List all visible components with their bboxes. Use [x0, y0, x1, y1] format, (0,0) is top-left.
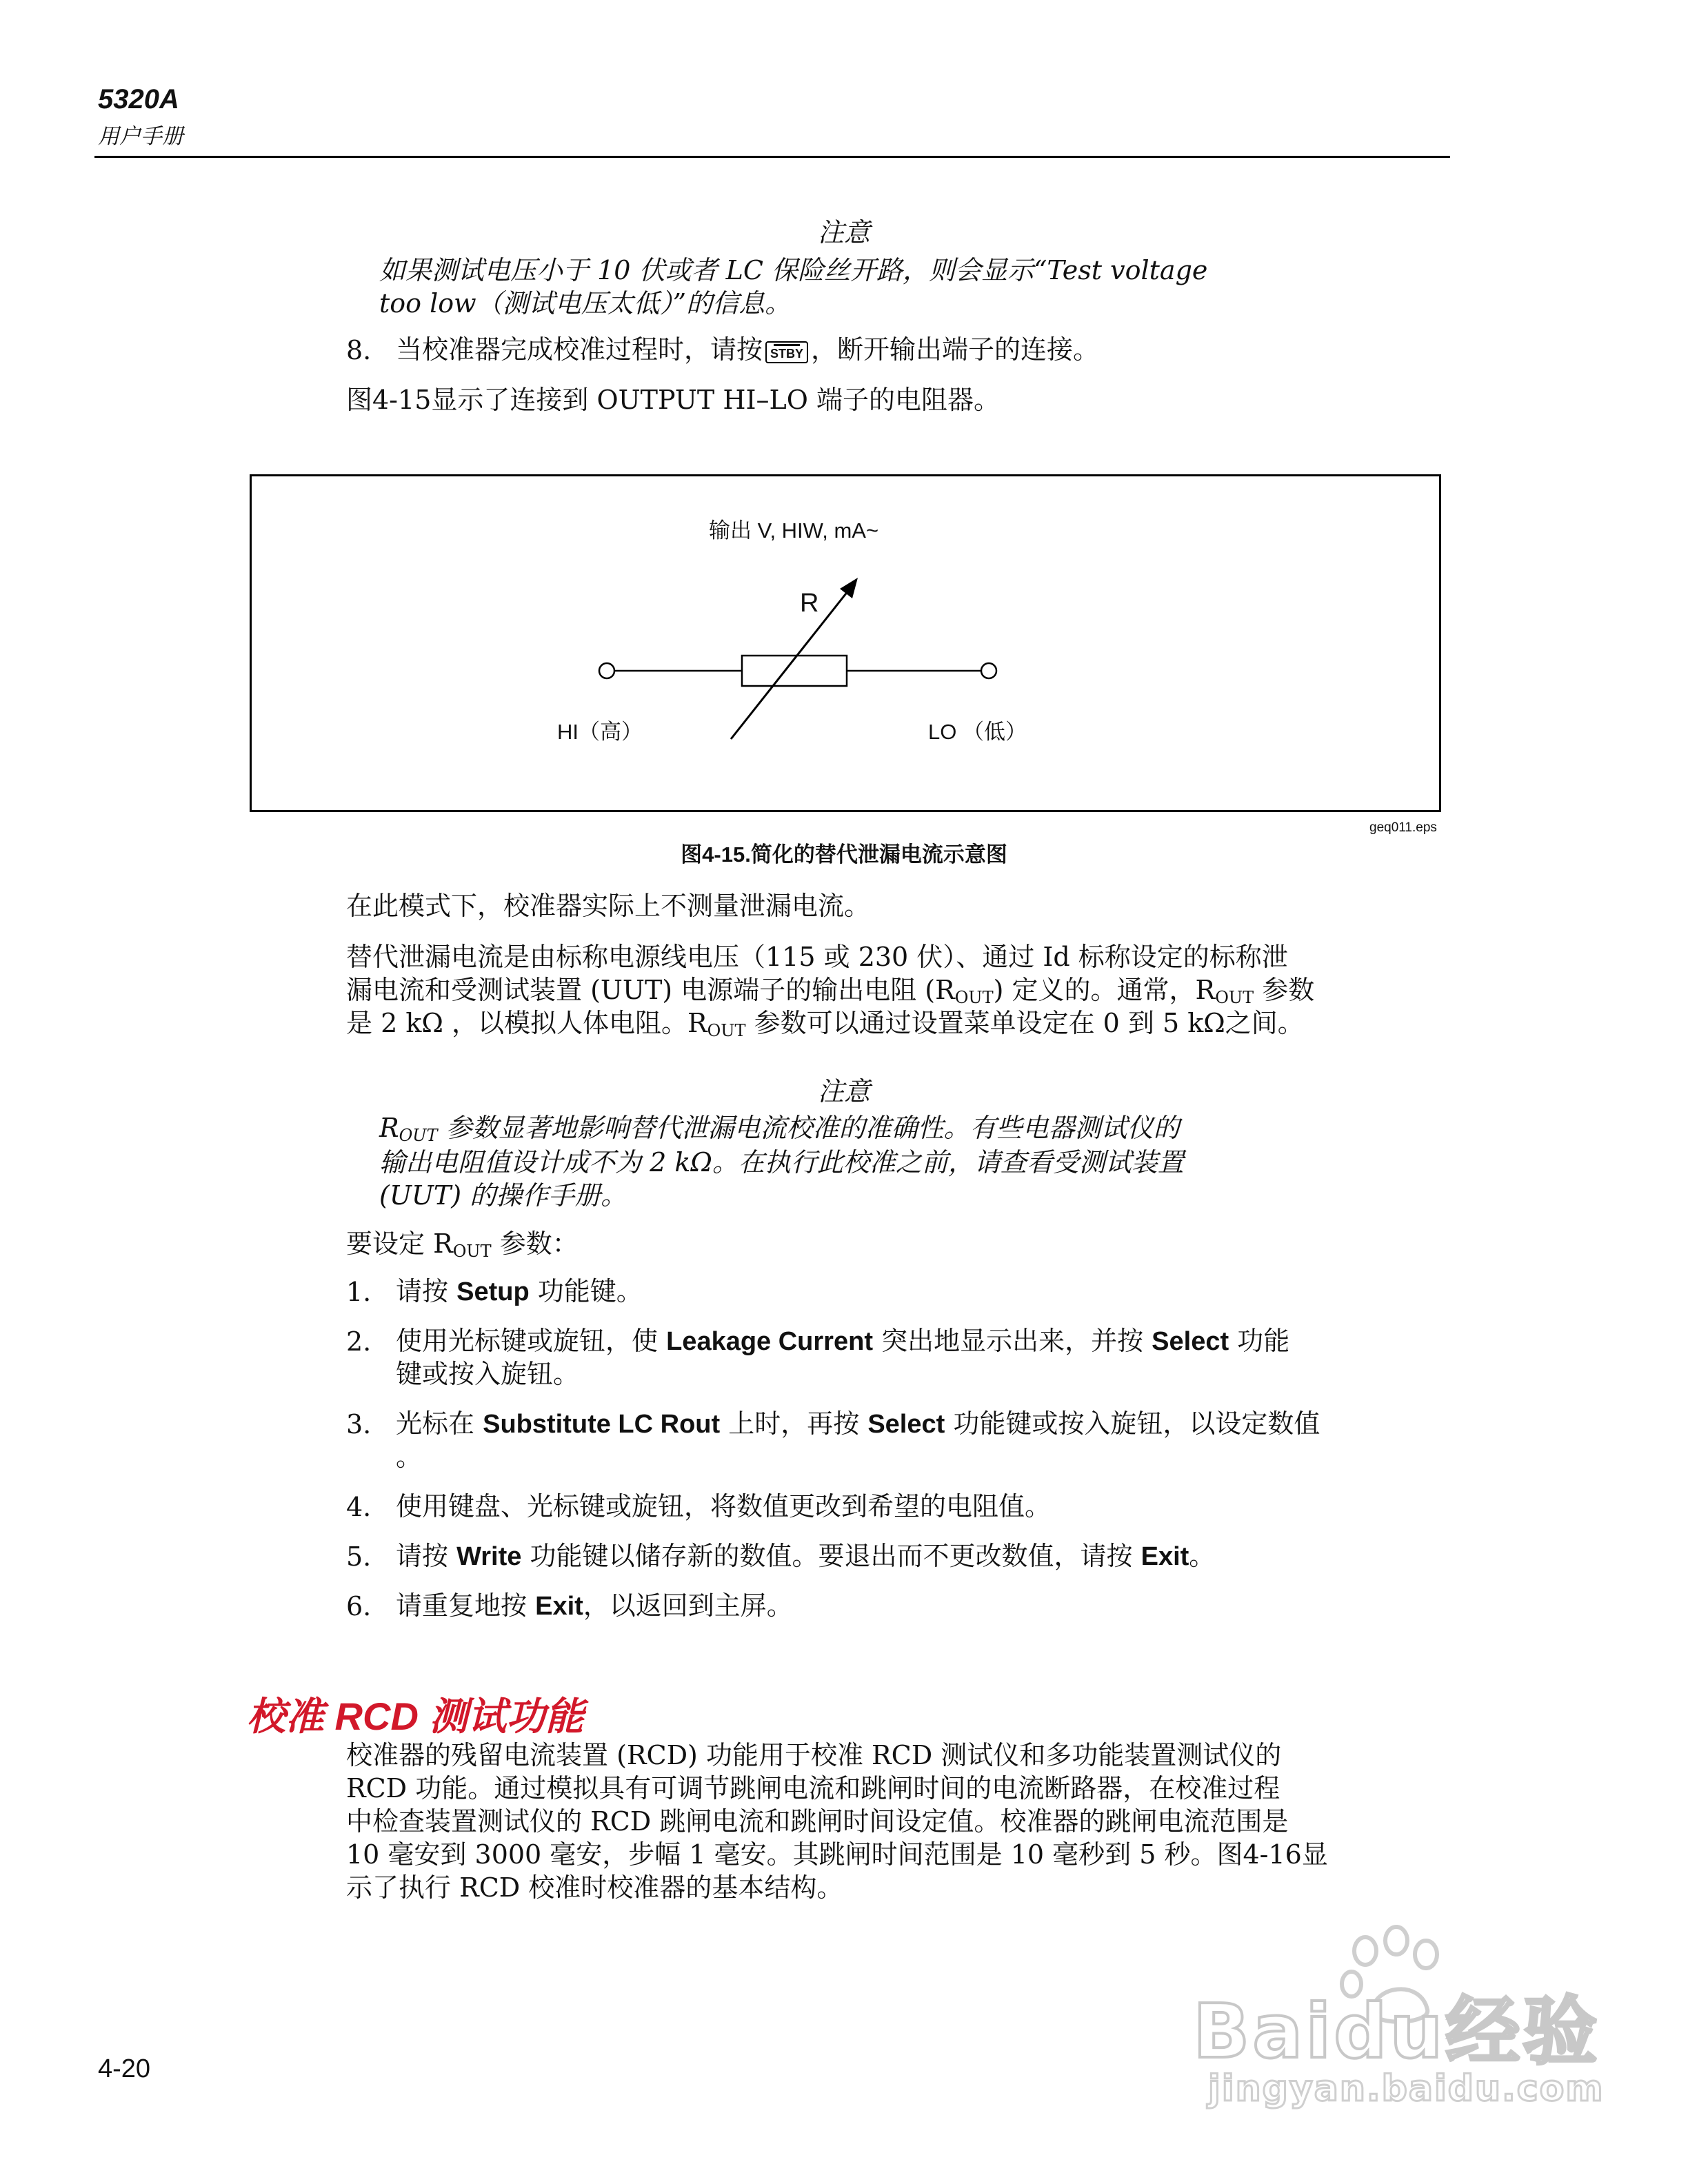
text-run: 漏电流和受测试装置 (UUT) 电源端子的输出电阻 (R — [346, 975, 955, 1005]
text-run: 参数 — [1254, 975, 1315, 1005]
text-run: R — [379, 1113, 399, 1143]
resistor-label: R — [800, 589, 819, 618]
text-run: 功能 — [1229, 1326, 1290, 1356]
step-number: 5. — [346, 1541, 372, 1572]
step-text: 当校准器完成校准过程时，请按 — [396, 334, 763, 365]
step-number: 4. — [346, 1492, 372, 1522]
manual-subtitle: 用户手册 — [98, 124, 183, 149]
step-5-text — [396, 1539, 1215, 1574]
watermark-brand: Baidu经验 — [1193, 1989, 1600, 2075]
key-name: Exit — [535, 1592, 583, 1621]
hi-terminal — [599, 663, 614, 678]
step-2-text — [396, 1324, 1289, 1359]
subscript: OUT — [707, 1021, 746, 1040]
text-run: 请按 — [396, 1276, 457, 1306]
text-run: ，以返回到主屏。 — [583, 1590, 793, 1621]
text-run: 参数可以通过设置菜单设定在 0 到 5 kΩ之间。 — [745, 1008, 1304, 1038]
note-text-line: too low（测试电压太低）”的信息。 — [379, 288, 792, 318]
section-line: 校准器的残留电流装置 (RCD) 功能用于校准 RCD 测试仪和多功能装置测试仪的 — [346, 1740, 1282, 1770]
text-run: 光标在 — [396, 1408, 483, 1439]
text-run: 要设定 R — [346, 1228, 453, 1259]
subscript: OUT — [1215, 988, 1254, 1007]
step-number: 3. — [346, 1409, 372, 1439]
step-6-text — [396, 1588, 793, 1624]
step-3-text — [396, 1406, 1320, 1442]
text-run: 请按 — [396, 1541, 457, 1571]
text-run: 参数： — [491, 1228, 579, 1259]
text-run: 功能键以储存新的数值。要退出而不更改数值，请按 — [521, 1541, 1141, 1571]
step-1-text — [396, 1274, 643, 1309]
text-run: 请重复地按 — [396, 1590, 536, 1621]
section-heading: 校准 RCD 测试功能 — [247, 1695, 584, 1738]
note-title: 注意 — [817, 217, 870, 247]
text-run: 参数显著地影响替代泄漏电流校准的准确性。有些电器测试仪的 — [437, 1113, 1180, 1143]
lo-terminal — [981, 663, 996, 678]
paragraph: 在此模式下，校准器实际上不测量泄漏电流。 — [346, 891, 871, 921]
note-text-line: (UUT) 的操作手册。 — [379, 1180, 627, 1211]
key-name: Exit — [1141, 1542, 1189, 1571]
note-title: 注意 — [817, 1076, 870, 1106]
text-run: 。 — [1189, 1541, 1216, 1571]
procedure-intro — [346, 1227, 579, 1268]
subscript: OUT — [452, 1242, 492, 1261]
figure-intro: 图4-15显示了连接到 OUTPUT HI–LO 端子的电阻器。 — [346, 385, 1000, 415]
key-name: Substitute LC Rout — [483, 1410, 721, 1439]
text-run: 是 2 kΩ ，以模拟人体电阻。R — [346, 1008, 707, 1038]
key-name: Leakage Current — [666, 1327, 873, 1356]
step-text: ，断开输出端子的连接。 — [811, 334, 1100, 365]
section-line: 10 毫安到 3000 毫安，步幅 1 毫安。其跳闸时间范围是 10 毫秒到 5 秒。图4-16显 — [346, 1839, 1328, 1870]
arrow-head-icon — [840, 578, 858, 598]
subscript: OUT — [954, 988, 994, 1007]
step-2-continuation: 键或按入旋钮。 — [396, 1359, 580, 1389]
step-3-continuation: 。 — [396, 1442, 423, 1472]
text-run: 使用光标键或旋钮，使 — [396, 1326, 667, 1356]
text-run: 功能键或按入旋钮，以设定数值 — [945, 1408, 1320, 1439]
figure-caption: 图4-15.简化的替代泄漏电流示意图 — [681, 842, 1007, 867]
figure-filename: geq011.eps — [1369, 820, 1437, 835]
key-name: Select — [1152, 1327, 1229, 1356]
text-run: 上时，再按 — [720, 1408, 868, 1439]
step-number: 2. — [346, 1326, 372, 1357]
section-line: RCD 功能。通过模拟具有可调节跳闸电流和跳闸时间的电流断路器，在校准过程 — [346, 1773, 1280, 1803]
paragraph-line — [346, 1007, 1304, 1047]
output-label: 输出 V, HIW, mA~ — [709, 518, 879, 543]
step-number: 6. — [346, 1591, 372, 1621]
step-8-text — [396, 332, 1099, 367]
section-line: 中检查装置测试仪的 RCD 跳闸电流和跳闸时间设定值。校准器的跳闸电流范围是 — [346, 1806, 1289, 1837]
step-number: 1. — [346, 1277, 372, 1307]
step-4-text: 使用键盘、光标键或旋钮，将数值更改到希望的电阻值。 — [396, 1491, 1052, 1521]
paragraph-line: 替代泄漏电流是由标称电源线电压（115 或 230 伏）、通过 Id 标称设定的标称泄 — [346, 942, 1288, 972]
key-name: Setup — [456, 1277, 530, 1306]
note-text-line: 如果测试电压小于 10 伏或者 LC 保险丝开路，则会显示“Test voltage — [379, 255, 1208, 285]
key-name: Write — [456, 1542, 522, 1571]
step-number: 8. — [346, 335, 372, 365]
stby-key-icon: STBY — [765, 341, 808, 363]
note-text-line: 输出电阻值设计成不为 2 kΩ。在执行此校准之前，请查看受测试装置 — [379, 1147, 1184, 1177]
lo-label: LO （低） — [928, 720, 1027, 744]
text-run: 突出地显示出来，并按 — [872, 1326, 1152, 1356]
page-number: 4-20 — [98, 2054, 151, 2083]
manual-model: 5320A — [98, 84, 179, 114]
watermark-url: jingyan.baidu.com — [1208, 2068, 1605, 2110]
key-name: Select — [867, 1410, 945, 1439]
section-line: 示了执行 RCD 校准时校准器的基本结构。 — [346, 1872, 843, 1903]
hi-label: HI（高） — [557, 720, 643, 744]
header-rule — [94, 156, 1450, 158]
text-run: 功能键。 — [529, 1276, 643, 1306]
text-run: ) 定义的。通常，R — [993, 975, 1216, 1005]
subscript: OUT — [399, 1126, 438, 1145]
